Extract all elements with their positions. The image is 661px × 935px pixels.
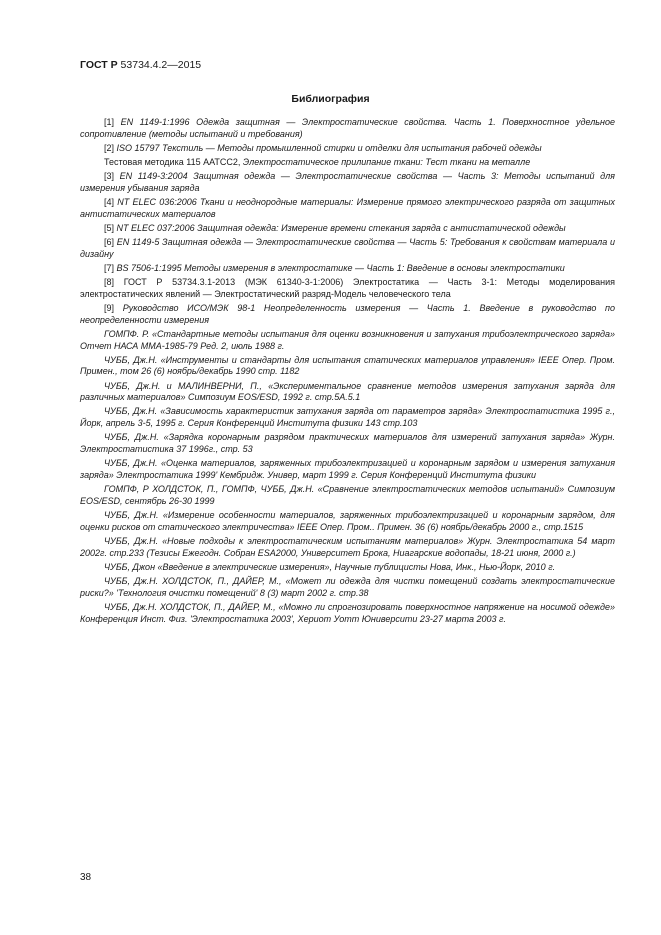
page-number: 38 [80, 872, 92, 883]
bibliography-entry [80, 484, 615, 508]
entry-italic-text: EN 1149-5 Защитная одежда — Электростатические свойства — Часть 5: Требования к свойствам материала и дизайну [80, 236, 615, 259]
entry-number: [6] [104, 236, 115, 247]
bibliography-entry [80, 458, 615, 482]
entry-text: ГОСТ Р 53734.3.1-2013 (МЭК 61340-3-1:2006) Электростатика — Часть 3-1: Методы моделирования электростатических явлений — Электростатический разряд-Модель человеческого тела [80, 276, 615, 299]
bibliography-entry [80, 197, 615, 221]
entry-text: Тестовая методика 115 AATCC2, [104, 156, 243, 167]
entry-italic-text: EN 1149-1:1996 Одежда защитная — Электростатические свойства. Часть 1. Поверхностное удельное сопротивление (методы испытаний и требования) [80, 117, 615, 139]
entry-italic-text: ЧУББ, Джон «Введение в электрические измерения», Научные публицисты Нова, Инк., Нью-Йорк, 2010 г. [104, 561, 556, 572]
entry-italic-text: EN 1149-3:2004 Защитная одежда — Электростатические свойства — Часть 3: Методы испытаний для измерения убывания заряда [80, 171, 615, 193]
entry-italic-text: ЧУББ, Дж.Н. и МАЛИНВЕРНИ, П., «Экспериментальное сравнение методов измерения затухания заряда для различных материалов» Симпозиум EOS/ESD, 1992 г. стр.5А.5.1 [80, 380, 615, 403]
bibliography-entry [80, 510, 615, 534]
entry-number: [8] [104, 276, 115, 287]
entry-italic-text: ЧУББ, Дж.Н. «Инструменты и стандарты для испытания статических материалов управления» IEEE Опер. Пром. Примен., том 26 (6) ноябрь/декабрь 1990 стр. 1182 [80, 354, 615, 377]
entry-number: [7] [104, 262, 115, 273]
bibliography-title: Библиография [291, 93, 370, 105]
standard-code: ГОСТ Р [80, 59, 118, 71]
bibliography-entry [80, 381, 615, 405]
entry-italic-text: ГОМПФ, Р ХОЛДСТОК, П., ГОМПФ, ЧУББ, Дж.Н. «Сравнение электростатических методов испытаний» Симпозиум EOS/ESD, сентябрь 26-30 1999 [80, 484, 615, 506]
bibliography-entry [80, 237, 615, 261]
entry-number: [2] [104, 142, 115, 153]
entry-italic-text: NT ELEC 037:2006 Защитная одежда: Измерение времени стекания заряда с антистатической одежды [116, 222, 566, 233]
bibliography-entry [80, 562, 615, 574]
entry-italic-text: ЧУББ, Дж.Н. «Измерение особенности материалов, заряженных трибоэлектризацией и коронарным зарядом, для оценки рисков от статического электричества» IEEE Опер. Пром.. Примен. 36 (6) ноябрь/декабрь 2000 г., стр.1515 [80, 509, 615, 532]
bibliography-entry [80, 406, 615, 430]
entry-number: [9] [104, 302, 115, 313]
entry-italic-text: ЧУББ, Дж.Н. «Зарядка коронарным разрядом практических материалов для измерений затухания заряда» Журн. Электростатистика 37 1996г., стр. 53 [80, 432, 615, 455]
bibliography-entry [80, 263, 615, 275]
document-header [80, 59, 201, 71]
bibliography-entry [80, 355, 615, 379]
bibliography-entry [80, 157, 615, 169]
entry-italic-text: NT ELEC 036:2006 Ткани и неоднородные материалы: Измерение прямого электрического разряда от защитных антистатических материалов [80, 196, 615, 219]
entry-italic-text: ЧУББ, Дж.Н. «Новые подходы к электростатическим испытаниям материалов» Журн. Электростатика 54 март 2002г. стр.233 (Тезисы Ежегодн. Собран ESA2000, Университет Брока, Ниагарские водопады, 18-21 июня, 2000 г.) [80, 535, 615, 558]
entry-number: [4] [104, 196, 115, 207]
entry-italic-text: ЧУББ, Дж.Н. ХОЛДСТОК, П., ДАЙЕР, М., «Может ли одежда для чистки помещений создать электростатические риски?» 'Технология очистки помещений' 8 (3) март 2002 г. стр.38 [80, 575, 615, 598]
bibliography-entry [80, 117, 615, 141]
entry-italic-text: ЧУББ, Дж.Н. «Зависимость характеристик затухания заряда от параметров заряда» Электростатистика 1995 г., Йорк, апрель 3-5, 1995 г. Серия Конференций Института физики 143 стр.103 [80, 406, 615, 429]
bibliography-entry [80, 329, 615, 353]
bibliography-entry [80, 303, 615, 327]
bibliography-entry [80, 171, 615, 195]
bibliography-entry [80, 576, 615, 600]
bibliography-entry [80, 277, 615, 301]
entry-italic-text: ЧУББ, Дж.Н. ХОЛДСТОК, П., ДАЙЕР, М., «Можно ли спрогнозировать поверхностное напряжение на носимой одежде» Конференция Инст. Физ. 'Электростатика 2003', Хериот Уотт Юниверсити 23-27 марта 2003 г. [80, 601, 615, 624]
entry-number: [5] [104, 222, 115, 233]
standard-number: 53734.4.2—2015 [117, 59, 202, 71]
bibliography-entry [80, 536, 615, 560]
bibliography-entry [80, 143, 615, 155]
bibliography-entry [80, 432, 615, 456]
entry-italic-text: Руководство ИСО/МЭК 98-1 Неопределенность измерения — Часть 1. Введение в руководство по неопределенности измерения [80, 302, 615, 325]
entry-number: [1] [104, 117, 115, 127]
entry-italic-text: ГОМПФ. Р. «Стандартные методы испытания для оценки возникновения и затухания трибоэлектрического заряда» Отчет НАСА ММА-1985-79 Ред. 2, июль 1988 г. [80, 328, 615, 351]
bibliography-list [80, 117, 615, 628]
entry-italic-text: BS 7506-1:1995 Методы измерения в электростатике — Часть 1: Введение в основы электростатики [116, 262, 565, 273]
bibliography-entry [80, 223, 615, 235]
bibliography-entry [80, 602, 615, 626]
entry-italic-text: ЧУББ, Дж.Н. «Оценка материалов, заряженных трибоэлектризацией и коронарным зарядом и измерения затухания заряда» Электростатика 1999' Кембридж. Универ, март 1999 г. Серия Конференций Института физики [80, 458, 615, 480]
entry-italic-text: Электростатическое прилипание ткани: Тест ткани на металле [242, 156, 531, 167]
entry-number: [3] [104, 171, 115, 182]
entry-italic-text: ISO 15797 Текстиль — Методы промышленной стирки и отделки для испытания рабочей одежды [116, 142, 542, 153]
